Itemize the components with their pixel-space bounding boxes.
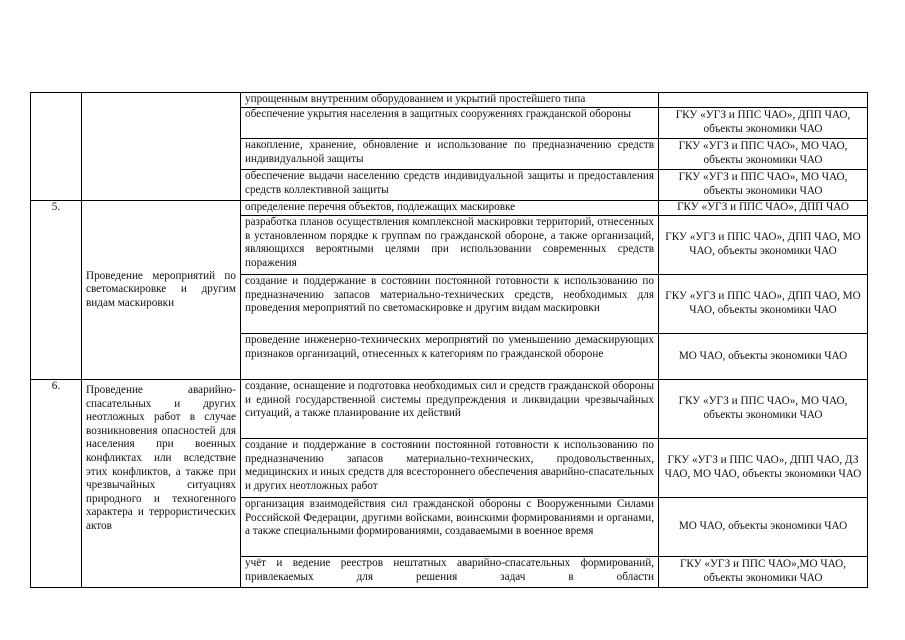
row-number-cell: 5. (31, 201, 82, 380)
responsible-cell (659, 93, 868, 108)
action-cell: упрощенным внутренним оборудованием и укрытий простейшего типа (241, 93, 659, 108)
table-row (31, 380, 868, 439)
responsible-cell: ГКУ «УГЗ и ППС ЧАО», МО ЧАО, объекты экономики ЧАО (659, 380, 868, 439)
action-cell: определение перечня объектов, подлежащих маскировке (241, 201, 659, 216)
action-cell: разработка планов осуществления комплексной маскировки территорий, отнесенных в установленном порядке к группам по гражданской обороне, а также организаций, являющихся вероятными целями при использовании современных средств поражения (241, 216, 659, 275)
action-cell: накопление, хранение, обновление и использование по предназначению средств индивидуальной защиты (241, 139, 659, 170)
responsible-cell: ГКУ «УГЗ и ППС ЧАО», ДПП ЧАО, ДЗ ЧАО, МО ЧАО, объекты экономики ЧАО (659, 439, 868, 498)
action-cell: создание и поддержание в состоянии постоянной готовности к использованию по предназначению запасов материально-технических средств, необходимых для проведения мероприятий по светомаскировке и другим видам маскировки (241, 275, 659, 334)
responsible-cell: ГКУ «УГЗ и ППС ЧАО», ДПП ЧАО, МО ЧАО, объекты экономики ЧАО (659, 216, 868, 275)
action-cell: создание, оснащение и подготовка необходимых сил и средств гражданской обороны и единой государственной системы предупреждения и ликвидации чрезвычайных ситуаций, а также планирование их действий (241, 380, 659, 439)
action-cell: обеспечение выдачи населению средств индивидуальной защиты и предоставления средств коллективной защиты (241, 170, 659, 201)
row-number-cell: 6. (31, 380, 82, 588)
action-cell: обеспечение укрытия населения в защитных сооружениях гражданской обороны (241, 108, 659, 139)
responsible-cell: ГКУ «УГЗ и ППС ЧАО», МО ЧАО, объекты экономики ЧАО (659, 170, 868, 201)
action-cell: создание и поддержание в состоянии постоянной готовности к использованию по предназначению запасов материально-технических, продовольственных, медицинских и иных средств для всестороннего обеспечения аварийно-спасательных и других неотложных работ (241, 439, 659, 498)
measure-name-cell (82, 93, 241, 201)
table-row (31, 201, 868, 216)
responsible-cell: ГКУ «УГЗ и ППС ЧАО», ДПП ЧАО (659, 201, 868, 216)
responsible-cell: ГКУ «УГЗ и ППС ЧАО»,МО ЧАО, объекты экономики ЧАО (659, 557, 868, 588)
responsible-cell: ГКУ «УГЗ и ППС ЧАО», ДПП ЧАО, МО ЧАО, объекты экономики ЧАО (659, 275, 868, 334)
action-cell: проведение инженерно-технических мероприятий по уменьшению демаскирующих признаков организаций, отнесенных к категориям по гражданской обороне (241, 334, 659, 380)
measure-name-cell: Проведение мероприятий по светомаскировке и другим видам маскировки (82, 201, 241, 380)
responsible-cell: МО ЧАО, объекты экономики ЧАО (659, 498, 868, 557)
table-row (31, 93, 868, 108)
action-cell: организация взаимодействия сил гражданской обороны с Вооруженными Силами Российской Федерации, другими войсками, воинскими формированиями и органами, а также специальными формированиями, создаваемыми в военное время (241, 498, 659, 557)
measures-table (30, 92, 868, 588)
responsible-cell: ГКУ «УГЗ и ППС ЧАО», ДПП ЧАО, объекты экономики ЧАО (659, 108, 868, 139)
measure-name-cell: Проведение аварийно-спасательных и других неотложных работ в случае возникновения опасностей для населения при военных конфликтах или вследствие этих конфликтов, а также при чрезвычайных ситуациях природного и техногенного характера и террористических актов (82, 380, 241, 588)
responsible-cell: МО ЧАО, объекты экономики ЧАО (659, 334, 868, 380)
row-number-cell (31, 93, 82, 201)
action-cell: учёт и ведение реестров нештатных аварийно-спасательных формирований, привлекаемых для решения задач в области (241, 557, 659, 588)
responsible-cell: ГКУ «УГЗ и ППС ЧАО», МО ЧАО, объекты экономики ЧАО (659, 139, 868, 170)
